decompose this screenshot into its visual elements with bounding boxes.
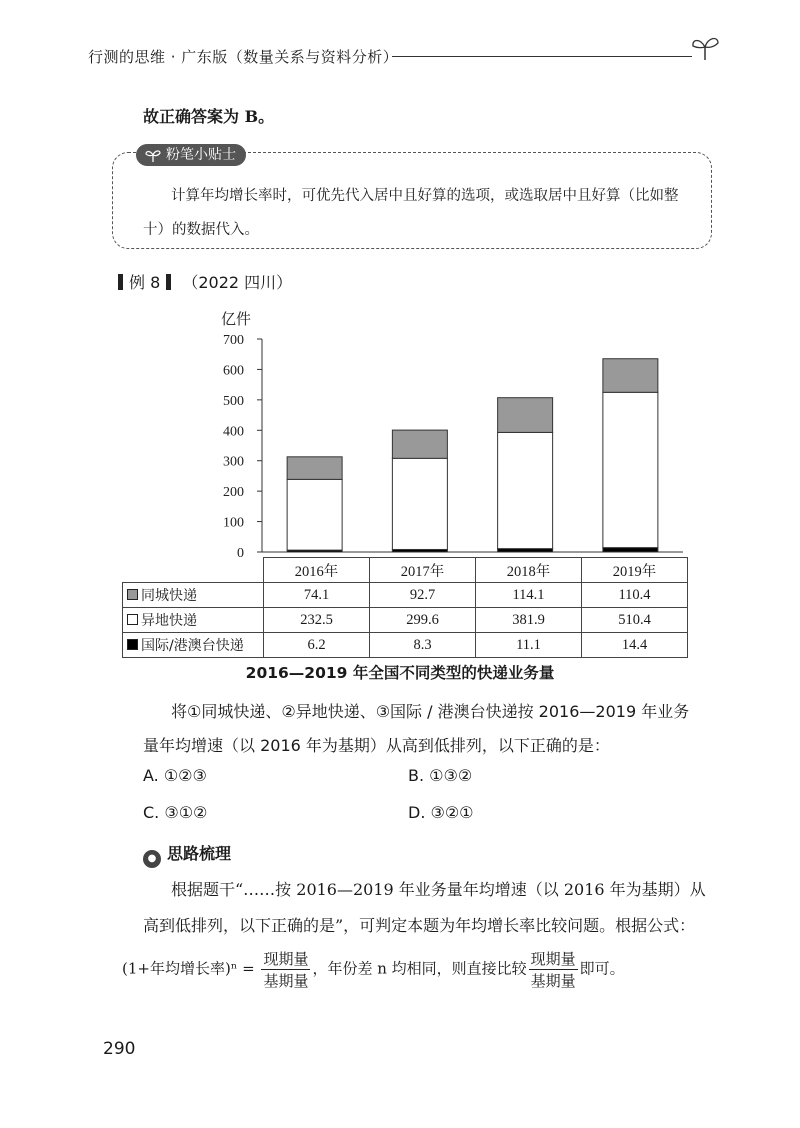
- data-label: 299.6: [370, 608, 476, 633]
- y-tick-label: 100: [223, 515, 244, 531]
- fraction-numerator: 现期量: [530, 950, 576, 968]
- analysis-heading: [143, 841, 231, 868]
- data-label: 381.9: [476, 608, 582, 633]
- y-tick-label: 500: [223, 393, 244, 409]
- bar-segment-同城快递: [498, 398, 553, 433]
- table-row: [123, 633, 688, 658]
- formula-mid: ，年份差 n 均相同，则直接比较: [312, 959, 527, 978]
- analysis-heading-label: 思路梳理: [167, 844, 232, 863]
- formula: [122, 948, 625, 991]
- bar-segment-异地快递: [603, 392, 658, 547]
- data-label: 510.4: [582, 608, 688, 633]
- table-corner: [123, 558, 264, 583]
- option-d: D. ③②①: [408, 803, 474, 822]
- bar-segment-异地快递: [287, 479, 342, 550]
- bar-segment-异地快递: [392, 458, 447, 549]
- legend-swatch: [127, 639, 138, 650]
- bulb-icon: ●: [143, 850, 161, 868]
- y-tick-label: 0: [237, 546, 244, 561]
- data-label: 232.5: [264, 608, 370, 633]
- x-tick-label: 2018年: [476, 558, 582, 583]
- fraction-denominator: 基期量: [263, 972, 309, 990]
- data-label: 92.7: [370, 583, 476, 608]
- bar-segment-同城快递: [392, 430, 447, 458]
- page-number: 290: [103, 1039, 136, 1059]
- fraction-denominator: 基期量: [530, 972, 576, 990]
- analysis-text: 根据题干“……按 2016—2019 年业务量年均增速（以 2016 年为基期）从高到低排列，以下正确的是”，可判定本题为年均增长率比较问题。根据公式：: [143, 880, 706, 935]
- legend-entry: [123, 608, 264, 633]
- data-label: 114.1: [476, 583, 582, 608]
- legend-label: 国际/港澳台快递: [141, 638, 244, 654]
- chart-data-table: [122, 557, 688, 658]
- y-tick-label: 300: [223, 454, 244, 470]
- legend-swatch: [127, 614, 138, 625]
- chart-title: 2016—2019 年全国不同类型的快递业务量: [245, 664, 555, 682]
- y-tick-label: 200: [223, 485, 244, 501]
- formula-tail: 即可。: [579, 959, 625, 978]
- answer-line: 故正确答案为 B。: [143, 107, 275, 126]
- option-b: B. ①③②: [408, 766, 473, 785]
- data-label: 74.1: [264, 583, 370, 608]
- tip-badge-label: 粉笔小贴士: [166, 147, 236, 163]
- data-label: 110.4: [582, 583, 688, 608]
- fraction: [261, 948, 310, 991]
- option-a: A. ①②③: [143, 766, 207, 785]
- option-c: C. ③①②: [143, 803, 208, 822]
- example-label: 例 8: [129, 273, 161, 292]
- legend-entry: [123, 583, 264, 608]
- bar-segment-同城快递: [287, 457, 342, 480]
- table-row: [123, 608, 688, 633]
- legend-swatch: [127, 589, 138, 600]
- y-axis-unit: 亿件: [221, 310, 252, 328]
- formula-lhs: (1+年均增长率)ⁿ =: [122, 959, 255, 978]
- bar-segment-国际/港澳台快递: [603, 548, 658, 552]
- bar-segment-同城快递: [603, 359, 658, 393]
- y-tick-label: 700: [223, 333, 244, 348]
- running-header: 行测的思维 · 广东版（数量关系与资料分析）: [88, 48, 399, 66]
- data-label: 8.3: [370, 633, 476, 658]
- example-source: （2022 四川）: [182, 273, 293, 292]
- x-tick-label: 2019年: [582, 558, 688, 583]
- y-tick-label: 600: [223, 363, 244, 379]
- x-tick-label: 2016年: [264, 558, 370, 583]
- bar-segment-国际/港澳台快递: [498, 549, 553, 552]
- x-tick-label: 2017年: [370, 558, 476, 583]
- data-label: 6.2: [264, 633, 370, 658]
- fraction-numerator: 现期量: [263, 950, 309, 968]
- fraction: [529, 948, 578, 991]
- bars: [287, 359, 658, 552]
- bar-segment-异地快递: [498, 432, 553, 548]
- y-tick-label: 400: [223, 424, 244, 440]
- tip-text: 计算年均增长率时，可优先代入居中且好算的选项，或选取居中且好算（比如整十）的数据代入。: [143, 188, 679, 238]
- legend-label: 异地快递: [141, 613, 197, 629]
- legend-entry: [123, 633, 264, 658]
- legend-label: 同城快递: [141, 588, 197, 604]
- question-stem: 将①同城快递、②异地快递、③国际 / 港澳台快递按 2016—2019 年业务量年均增速（以 2016 年为基期）从高到低排列，以下正确的是：: [143, 702, 690, 755]
- table-row: [123, 583, 688, 608]
- data-label: 11.1: [476, 633, 582, 658]
- data-label: 14.4: [582, 633, 688, 658]
